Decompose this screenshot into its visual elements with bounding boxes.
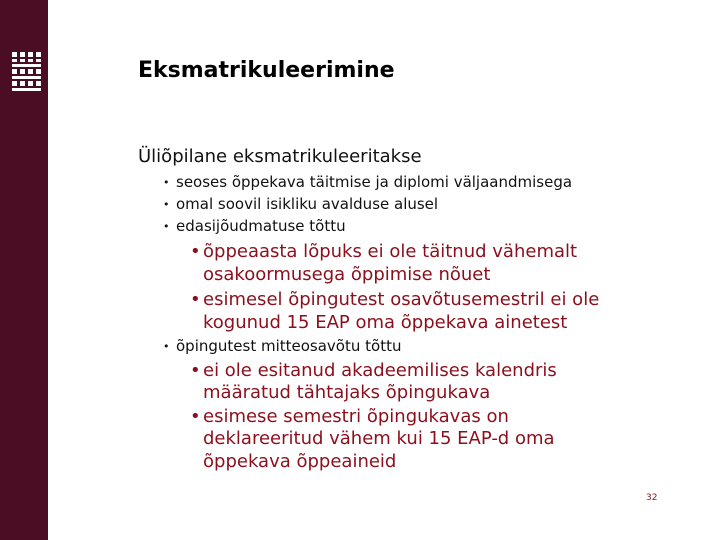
sidebar-band xyxy=(0,0,48,540)
sub-list-item xyxy=(190,360,557,381)
list-item xyxy=(163,337,402,355)
sub-list-item-text: esimesel õpingutest osavõtusemestril ei ole xyxy=(203,289,600,310)
list-item-text: seoses õppekava täitmise ja diplomi väljaandmisega xyxy=(176,173,573,191)
sub-list-item xyxy=(190,289,600,310)
sub-list-item-continuation: määratud tähtajaks õpingukava xyxy=(203,382,491,403)
sub-list-item-text: ei ole esitanud akadeemilises kalendris xyxy=(203,360,557,381)
list-item-text: edasijõudmatuse tõttu xyxy=(176,217,346,235)
bullet-icon: • xyxy=(163,340,170,353)
bullet-icon: • xyxy=(163,220,170,233)
bullet-icon: • xyxy=(190,289,201,310)
bullet-icon: • xyxy=(163,176,170,189)
page-number: 32 xyxy=(646,493,658,503)
list-item xyxy=(163,173,573,191)
bullet-icon: • xyxy=(190,241,201,262)
bullet-icon: • xyxy=(190,406,201,427)
sub-list-item xyxy=(190,241,578,262)
sub-list-item-text: esimese semestri õpingukavas on xyxy=(203,406,509,427)
bullet-icon: • xyxy=(190,360,201,381)
list-item xyxy=(163,195,439,213)
list-item-text: omal soovil isikliku avalduse alusel xyxy=(176,195,439,213)
university-logo-icon xyxy=(10,52,42,92)
intro-text: Üliõpilane eksmatrikuleeritakse xyxy=(138,146,422,167)
list-item-text: õpingutest mitteosavõtu tõttu xyxy=(176,337,402,355)
sub-list-item-continuation: osakoormusega õppimise nõuet xyxy=(203,264,491,285)
sub-list-item-continuation: õppekava õppeaineid xyxy=(203,451,397,472)
bullet-icon: • xyxy=(163,198,170,211)
sub-list-item-text: õppeaasta lõpuks ei ole täitnud vähemalt xyxy=(203,241,578,262)
sub-list-item xyxy=(190,406,509,427)
list-item xyxy=(163,217,346,235)
slide-title: Eksmatrikuleerimine xyxy=(138,58,395,83)
sub-list-item-continuation: deklareeritud vähem kui 15 EAP-d oma xyxy=(203,428,555,449)
sub-list-item-continuation: kogunud 15 EAP oma õppekava ainetest xyxy=(203,312,568,333)
